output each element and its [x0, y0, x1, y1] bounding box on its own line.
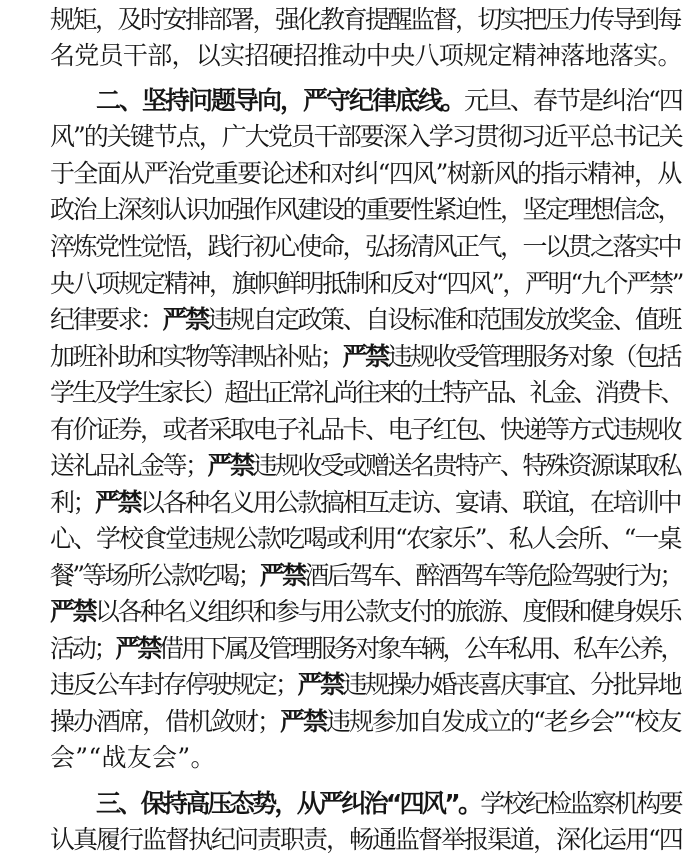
text-line [50, 119, 682, 155]
text-line [50, 667, 682, 703]
text-run: 规矩，及时安排部署，强化教育提醒监督，切实把压力传导到每 [50, 5, 681, 34]
text-line [50, 375, 682, 411]
text-run: 名党员干部，以实招硬招推动中央八项规定精神落地落实。 [50, 41, 682, 70]
text-line [50, 156, 682, 192]
text-run: 于全面从严治党重要论述和对纠“四风”树新风的指示精神，从 [50, 159, 681, 188]
text-run: 淬炼党性觉悟，践行初心使命，弘扬清风正气，一以贯之落实中 [50, 232, 681, 261]
text-line [50, 558, 682, 594]
text-run: 心、学校食堂违规公款吃喝或利用“农家乐”、私人会所、“一桌 [50, 524, 681, 553]
text-run: 加班补助和实物等津贴补贴； [50, 342, 343, 371]
text-run: 餐”等场所公款吃喝； [50, 561, 260, 590]
text-run: 纪律要求： [50, 305, 163, 334]
text-line [50, 631, 682, 667]
text-line [50, 266, 682, 302]
text-line [50, 740, 682, 776]
text-run: 违规收受管理服务对象（包括 [387, 342, 681, 371]
text-line [50, 192, 682, 228]
text-run: 违反公车封存停驶规定； [50, 670, 298, 699]
text-run: 违规自定政策、自设标准和范围发放奖金、值班 [207, 305, 681, 334]
text-run: 操办酒席，借机敛财； [50, 707, 281, 736]
text-line [50, 229, 682, 265]
text-run: 借用下属及管理服务对象车辆，公车私用、私车公养， [159, 634, 683, 663]
bold-text-run: 严禁 [50, 597, 96, 626]
text-line [50, 2, 682, 38]
text-line [50, 339, 682, 375]
text-line [50, 38, 682, 74]
text-run: 酒后驾车、醉酒驾车等危险驾驶行为； [304, 561, 682, 590]
bold-text-run: 三、保持高压态势，从严纠治“四风”。 [96, 789, 481, 818]
text-run: 有价证券，或者采取电子礼品卡、电子红包、快递等方式违规收 [50, 415, 681, 444]
bold-text-run: 严禁 [259, 561, 305, 590]
section-heading-line [96, 786, 682, 822]
text-line [50, 822, 682, 858]
text-run: 学校纪检监察机构要 [480, 789, 681, 818]
bold-text-run: 严禁 [115, 634, 160, 663]
text-run: 元旦、春节是纠治“四 [464, 86, 682, 115]
text-run: 送礼品礼金等； [50, 451, 208, 480]
text-line [50, 594, 682, 630]
section-heading-line [96, 83, 682, 119]
text-run: 会”“战友会”。 [50, 743, 216, 772]
text-run: 违规收受或赠送名贵特产、特殊资源谋取私 [252, 451, 681, 480]
text-run: 以各种名义用公款搞相互走访、宴请、联谊，在培训中 [140, 488, 681, 517]
bold-text-run: 二、坚持问题导向，严守纪律底线。 [96, 86, 465, 115]
text-line [50, 485, 682, 521]
bold-text-run: 严禁 [95, 488, 141, 517]
text-run: 学生及学生家长）超出正常礼尚往来的土特产品、礼金、消费卡、 [50, 378, 683, 407]
text-run: 利； [50, 488, 96, 517]
bold-text-run: 严禁 [162, 305, 208, 334]
text-line [50, 412, 682, 448]
text-run: 违规操办婚丧喜庆事宜、分批异地 [342, 670, 681, 699]
text-run: 违规参加自发成立的“老乡会”“校友 [326, 707, 681, 736]
bold-text-run: 严禁 [280, 707, 327, 736]
text-line [50, 704, 682, 740]
text-line [50, 521, 682, 557]
bold-text-run: 严禁 [297, 670, 343, 699]
text-run: 认真履行监督执纪问责职责，畅通监督举报渠道，深化运用“四 [50, 825, 682, 854]
bold-text-run: 严禁 [342, 342, 388, 371]
text-run: 政治上深刻认识加强作风建设的重要性紧迫性，坚定理想信念， [50, 195, 681, 224]
text-line [50, 448, 682, 484]
text-run: 央八项规定精神，旗帜鲜明抵制和反对“四风”，严明“九个严禁” [50, 269, 683, 298]
text-run: 以各种名义组织和参与用公款支付的旅游、度假和健身娱乐 [95, 597, 681, 626]
text-run: 风”的关键节点，广大党员干部要深入学习贯彻习近平总书记关 [50, 122, 682, 151]
bold-text-run: 严禁 [207, 451, 253, 480]
text-run: 活动； [50, 634, 116, 663]
text-line [50, 302, 682, 338]
